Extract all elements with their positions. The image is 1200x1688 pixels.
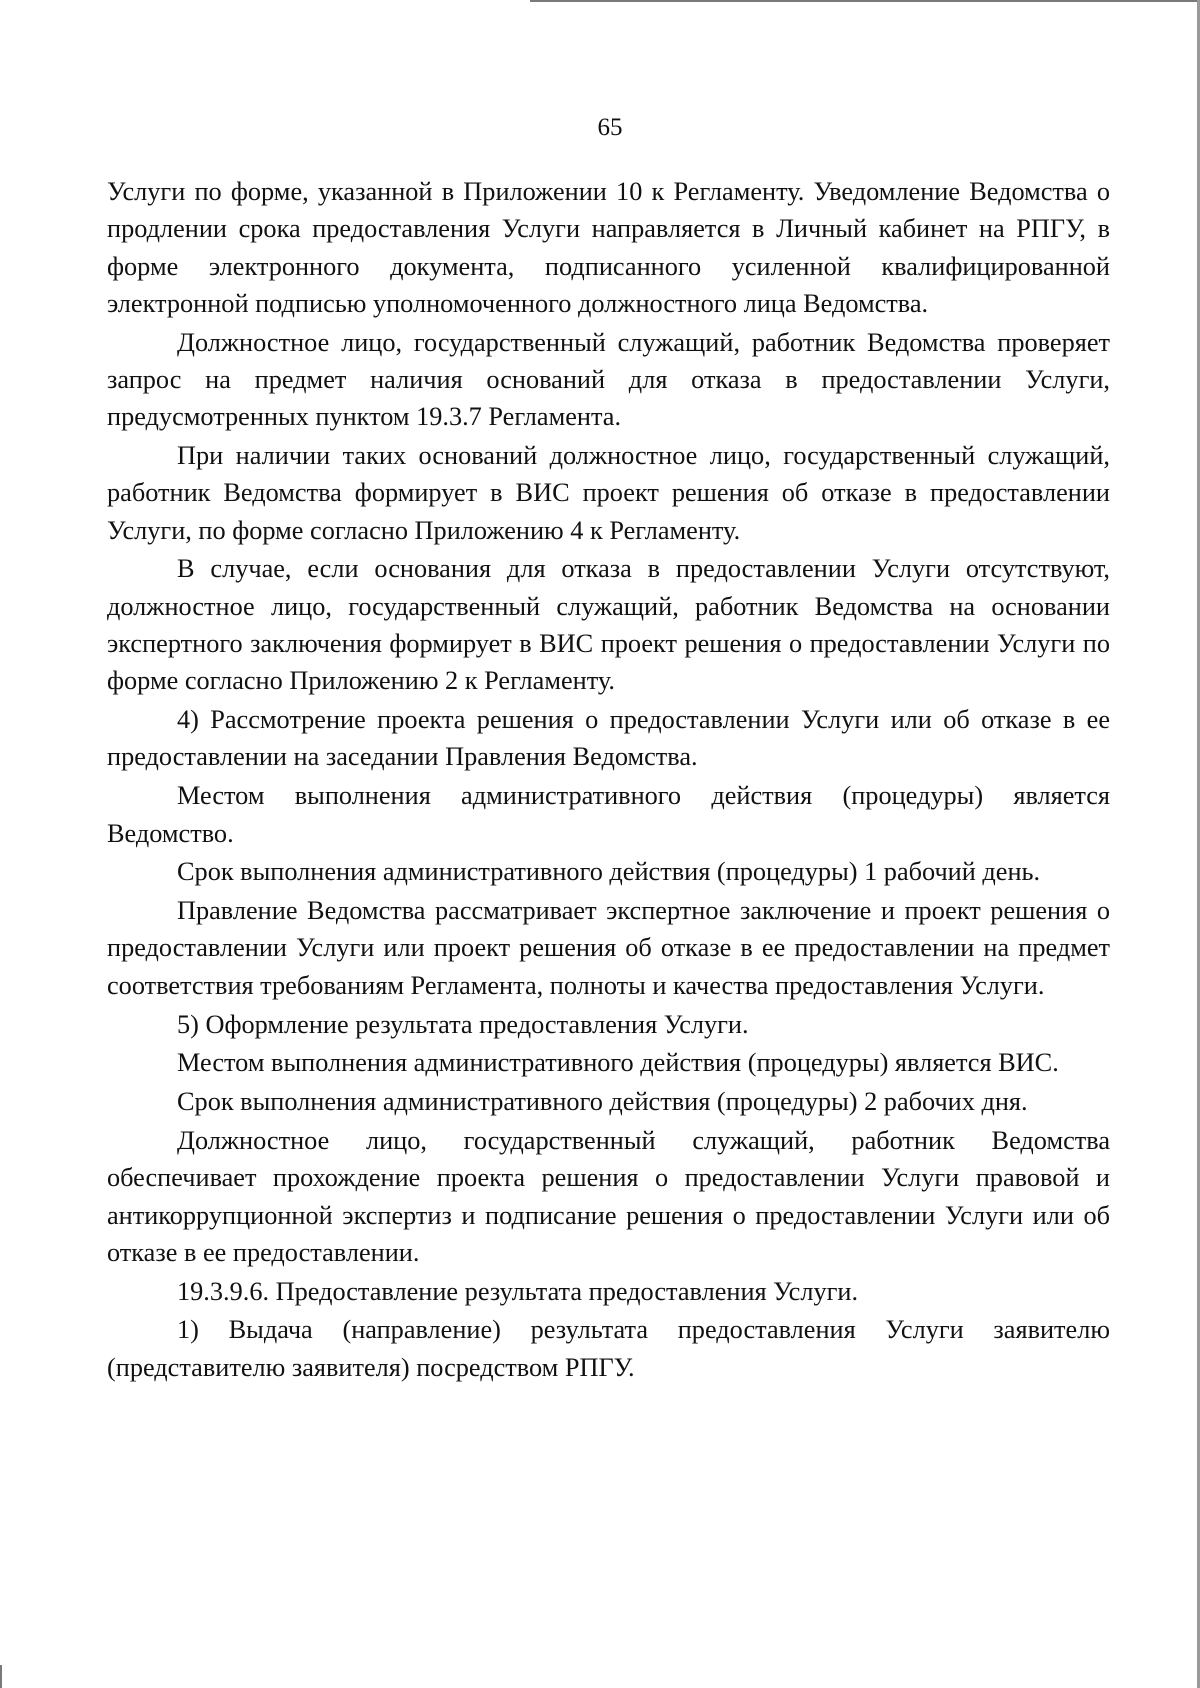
paragraph-5: 4) Рассмотрение проекта решения о предоставлении Услуги или об отказе в ее предоставлении на заседании Правления Ведомства.	[107, 705, 1110, 772]
page-number: 65	[597, 114, 623, 141]
scan-edge-top	[530, 0, 1200, 2]
paragraph-14: 1) Выдача (направление) результата предоставления Услуги заявителю (представителю заявителя) посредством РПГУ.	[107, 1315, 1110, 1382]
scan-edge-left	[0, 1665, 2, 1688]
document-body	[107, 173, 1110, 1388]
paragraph-6: Местом выполнения административного действия (процедуры) является Ведомство.	[107, 781, 1110, 848]
paragraph-9: 5) Оформление результата предоставления Услуги.	[177, 1009, 749, 1039]
paragraph-7: Срок выполнения административного действия (процедуры) 1 рабочий день.	[177, 857, 1041, 887]
paragraph-12: Должностное лицо, государственный служащий, работник Ведомства обеспечивает прохождение проекта решения о предоставлении Услуги правовой и антикоррупционной экспертиз и подписание решения о предоставлении Услуги или об отказе в ее предоставлении.	[107, 1125, 1110, 1267]
paragraph-4: В случае, если основания для отказа в предоставлении Услуги отсутствуют, должностное лицо, государственный служащий, работник Ведомства на основании экспертного заключения формирует в ВИС проект решения о предоставлении Услуги по форме согласно Приложению 2 к Регламенту.	[107, 554, 1110, 696]
paragraph-10: Местом выполнения административного действия (процедуры) является ВИС.	[177, 1048, 1059, 1078]
paragraph-3: При наличии таких оснований должностное лицо, государственный служащий, работник Ведомства формирует в ВИС проект решения об отказе в предоставлении Услуги, по форме согласно Приложению 4 к Регламенту.	[107, 441, 1110, 545]
paragraph-1: Услуги по форме, указанной в Приложении 10 к Регламенту. Уведомление Ведомства о продлении срока предоставления Услуги направляется в Личный кабинет на РПГУ, в форме электронного документа, подписанного усиленной квалифицированной электронной подписью уполномоченного должностного лица Ведомства.	[107, 177, 1110, 318]
paragraph-13: 19.3.9.6. Предоставление результата предоставления Услуги.	[177, 1276, 859, 1306]
paragraph-2: Должностное лицо, государственный служащий, работник Ведомства проверяет запрос на предмет наличия оснований для отказа в предоставлении Услуги, предусмотренных пунктом 19.3.7 Регламента.	[107, 327, 1110, 432]
paragraph-11: Срок выполнения административного действия (процедуры) 2 рабочих дня.	[177, 1087, 1028, 1117]
paragraph-8: Правление Ведомства рассматривает экспертное заключение и проект решения о предоставлении Услуги или проект решения об отказе в ее предоставлении на предмет соответствия требованиям Регламента, полноты и качества предоставления Услуги.	[107, 896, 1110, 1000]
